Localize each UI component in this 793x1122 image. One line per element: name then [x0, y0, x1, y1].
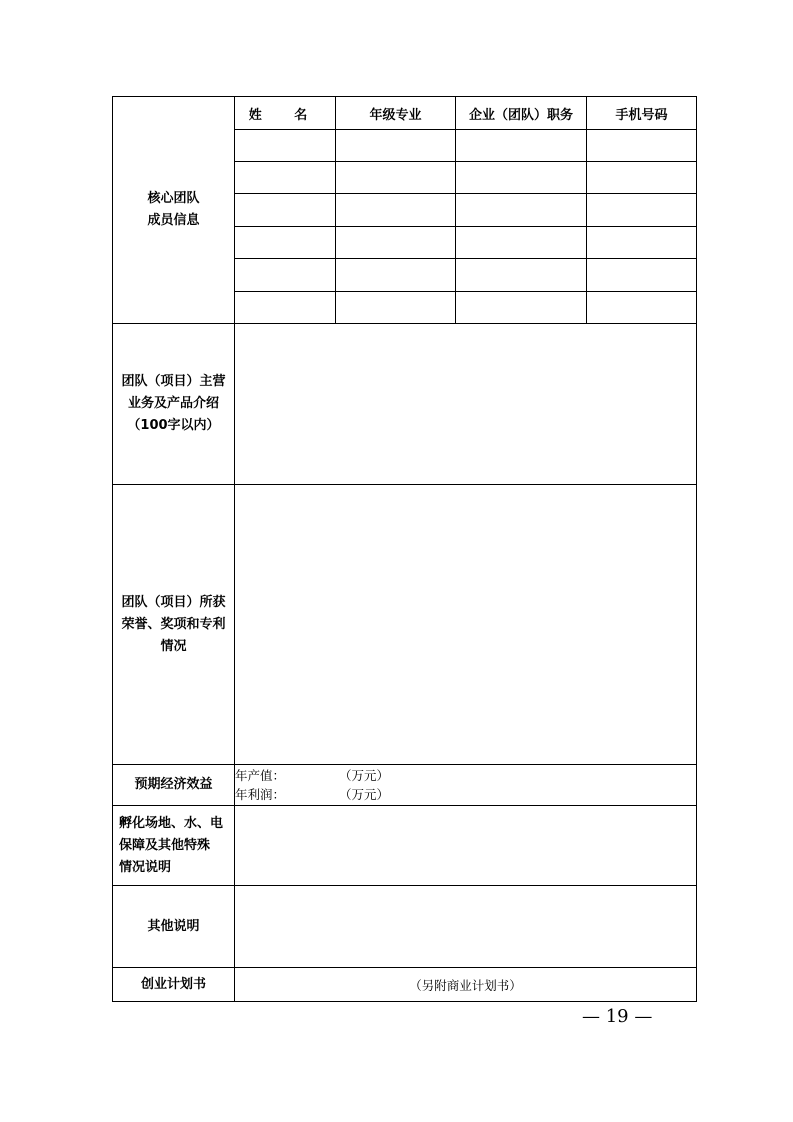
header-name: 姓 名 — [235, 97, 336, 130]
header-position: 企业（团队）职务 — [456, 97, 587, 130]
member-grade-cell[interactable] — [336, 194, 456, 227]
business-label-line1: 团队（项目）主营 — [121, 374, 226, 389]
member-name-cell[interactable] — [235, 259, 336, 292]
member-position-cell[interactable] — [456, 162, 587, 194]
member-grade-cell[interactable] — [336, 130, 456, 162]
honors-input-area[interactable] — [235, 485, 697, 765]
member-phone-cell[interactable] — [587, 130, 697, 162]
honors-label-line2: 荣誉、奖项和专利 — [121, 616, 226, 632]
page-number: — 19 — — [582, 1006, 653, 1027]
team-section-label — [113, 97, 235, 324]
header-phone: 手机号码 — [587, 97, 697, 130]
member-phone-cell[interactable] — [587, 227, 697, 259]
annual-output-label: 年产值： — [235, 768, 286, 783]
member-phone-cell[interactable] — [587, 259, 697, 292]
member-grade-cell[interactable] — [336, 259, 456, 292]
header-grade-major: 年级专业 — [336, 97, 456, 130]
member-grade-cell[interactable] — [336, 227, 456, 259]
business-label-line3: （100字以内） — [127, 418, 220, 433]
business-input-area[interactable] — [235, 324, 697, 485]
business-label-line2: 业务及产品介绍 — [127, 396, 219, 411]
annual-profit-unit: （万元） — [339, 787, 390, 802]
member-position-cell[interactable] — [456, 227, 587, 259]
member-phone-cell[interactable] — [587, 194, 697, 227]
member-position-cell[interactable] — [456, 259, 587, 292]
member-phone-cell[interactable] — [587, 162, 697, 194]
member-name-cell[interactable] — [235, 130, 336, 162]
annual-output-unit: （万元） — [339, 768, 390, 783]
member-grade-cell[interactable] — [336, 292, 456, 324]
member-position-cell[interactable] — [456, 194, 587, 227]
member-phone-cell[interactable] — [587, 292, 697, 324]
member-name-cell[interactable] — [235, 162, 336, 194]
other-section-label: 其他说明 — [113, 886, 235, 968]
other-input-area[interactable] — [235, 886, 697, 968]
plan-note: （另附商业计划书） — [235, 968, 697, 1002]
member-position-cell[interactable] — [456, 292, 587, 324]
incubation-section-label — [113, 806, 235, 886]
incubation-label-line3: 情况说明 — [119, 859, 172, 875]
business-section-label — [113, 324, 235, 485]
member-name-cell[interactable] — [235, 292, 336, 324]
economic-section-label: 预期经济效益 — [113, 765, 235, 806]
member-name-cell[interactable] — [235, 194, 336, 227]
incubation-label-line1: 孵化场地、水、电 — [119, 815, 224, 831]
honors-section-label — [113, 485, 235, 765]
annual-profit-label: 年利润： — [235, 787, 286, 802]
member-name-cell[interactable] — [235, 227, 336, 259]
incubation-input-area[interactable] — [235, 806, 697, 886]
honors-label-line1: 团队（项目）所获 — [121, 594, 226, 610]
member-position-cell[interactable] — [456, 130, 587, 162]
member-grade-cell[interactable] — [336, 162, 456, 194]
application-form-table — [112, 96, 697, 1002]
team-label-line2: 成员信息 — [147, 213, 200, 228]
economic-input-area[interactable] — [235, 765, 697, 806]
plan-section-label: 创业计划书 — [113, 968, 235, 1002]
incubation-label-line2: 保障及其他特殊 — [119, 837, 211, 853]
team-label-line1: 核心团队 — [147, 191, 200, 206]
honors-label-line3: 情况 — [160, 638, 187, 654]
